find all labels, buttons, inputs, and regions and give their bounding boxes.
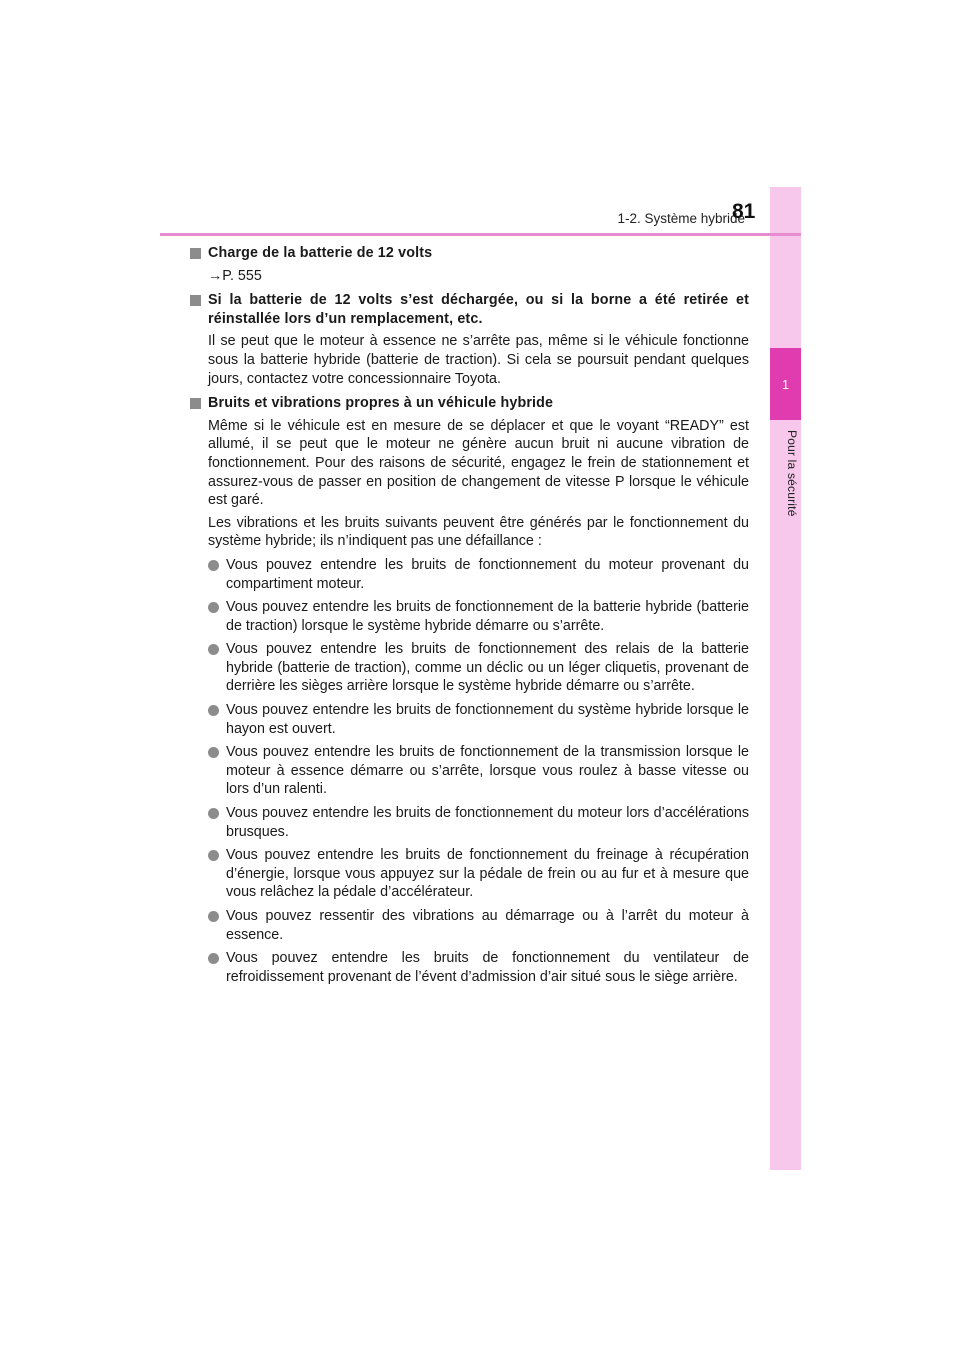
round-bullet-icon — [208, 644, 219, 655]
list-item — [208, 907, 749, 944]
list-item — [208, 846, 749, 902]
list-item — [208, 556, 749, 593]
list-item — [208, 701, 749, 738]
section-heading — [208, 244, 749, 263]
list-item — [208, 640, 749, 696]
page-number: 81 — [732, 200, 756, 223]
list-item-text: Vous pouvez entendre les bruits de fonctionnement de la batterie hybride (batterie de traction) lorsque le système hybride démarre ou s’arrête. — [226, 599, 749, 634]
list-item-text: Vous pouvez entendre les bruits de fonctionnement du moteur provenant du compartiment moteur. — [226, 556, 749, 592]
paragraph: Même si le véhicule est en mesure de se déplacer et que le voyant “READY” est allumé, il se peut que le moteur ne génère aucun bruit ni aucune vibration de fonctionnement. Pour des raisons de sécurité, engagez le frein de stationnement et assurez-vous de passer en position de changement de vitesse P lorsque le véhicule est garé. — [208, 417, 749, 509]
list-item — [208, 804, 749, 841]
list-item — [208, 743, 749, 799]
round-bullet-icon — [208, 850, 219, 861]
square-bullet-icon — [190, 295, 201, 306]
chapter-label: Pour la sécurité — [785, 430, 799, 517]
round-bullet-icon — [208, 747, 219, 758]
round-bullet-icon — [208, 808, 219, 819]
round-bullet-icon — [208, 602, 219, 613]
paragraph: Il se peut que le moteur à essence ne s’arrête pas, même si le véhicule fonctionne sous la batterie hybride (batterie de traction). Si cela se poursuit pendant quelques jours, contactez votre concessionnaire Toyota. — [208, 333, 749, 387]
round-bullet-icon — [208, 911, 219, 922]
chapter-side-tab — [770, 187, 801, 1170]
header-divider — [160, 233, 801, 236]
chapter-number-badge — [770, 348, 801, 420]
list-item-text: Vous pouvez entendre les bruits de fonctionnement du système hybride lorsque le hayon est ouvert. — [226, 702, 749, 737]
list-item-text: Vous pouvez entendre les bruits de fonctionnement du ventilateur de refroidissement provenant de l’évent d’admission d’air situé sous le siège arrière. — [226, 950, 749, 985]
round-bullet-icon — [208, 705, 219, 716]
section-heading-text: Bruits et vibrations propres à un véhicule hybride — [208, 395, 554, 412]
section-title: 1-2. Système hybride — [617, 211, 745, 226]
list-item — [208, 598, 749, 635]
list-item-text: Vous pouvez entendre les bruits de fonctionnement du freinage à récupération d’énergie, lorsque vous appuyez sur la pédale de frein ou au fur et à mesure que vous relâchez la pédale d’accélérateur. — [226, 847, 749, 901]
chapter-number: 1 — [781, 376, 790, 392]
square-bullet-icon — [190, 398, 201, 409]
paragraph: Les vibrations et les bruits suivants peuvent être générés par le fonctionnement du système hybride; ils n’indiquent pas une défaillance : — [208, 514, 749, 550]
round-bullet-icon — [208, 953, 219, 964]
list-item-text: Vous pouvez entendre les bruits de fonctionnement de la transmission lorsque le moteur à essence démarre ou s’arrête, lorsque vous roulez à basse vitesse ou lors d’un ralenti. — [226, 744, 749, 798]
bullet-list — [208, 556, 749, 986]
page-reference-link[interactable]: →P. 555 — [208, 267, 262, 284]
list-item-text: Vous pouvez entendre les bruits de fonctionnement des relais de la batterie hybride (batterie de traction), comme un déclic ou un léger cliquetis, provenant de derrière les sièges arrière lorsque le système hybride démarre ou s’arrête. — [226, 641, 749, 695]
round-bullet-icon — [208, 560, 219, 571]
list-item-text: Vous pouvez ressentir des vibrations au démarrage ou à l’arrêt du moteur à essence. — [226, 908, 749, 943]
list-item — [208, 949, 749, 986]
section-heading-text: Charge de la batterie de 12 volts — [208, 245, 433, 261]
square-bullet-icon — [190, 248, 201, 259]
section-heading — [208, 291, 749, 328]
section-heading — [208, 394, 749, 413]
list-item-text: Vous pouvez entendre les bruits de fonctionnement du moteur lors d’accélérations brusques. — [226, 805, 749, 840]
section-heading-text: Si la batterie de 12 volts s’est déchargée, ou si la borne a été retirée et réinstallée lors d’un remplacement, etc. — [208, 292, 749, 327]
page-content — [208, 244, 749, 986]
